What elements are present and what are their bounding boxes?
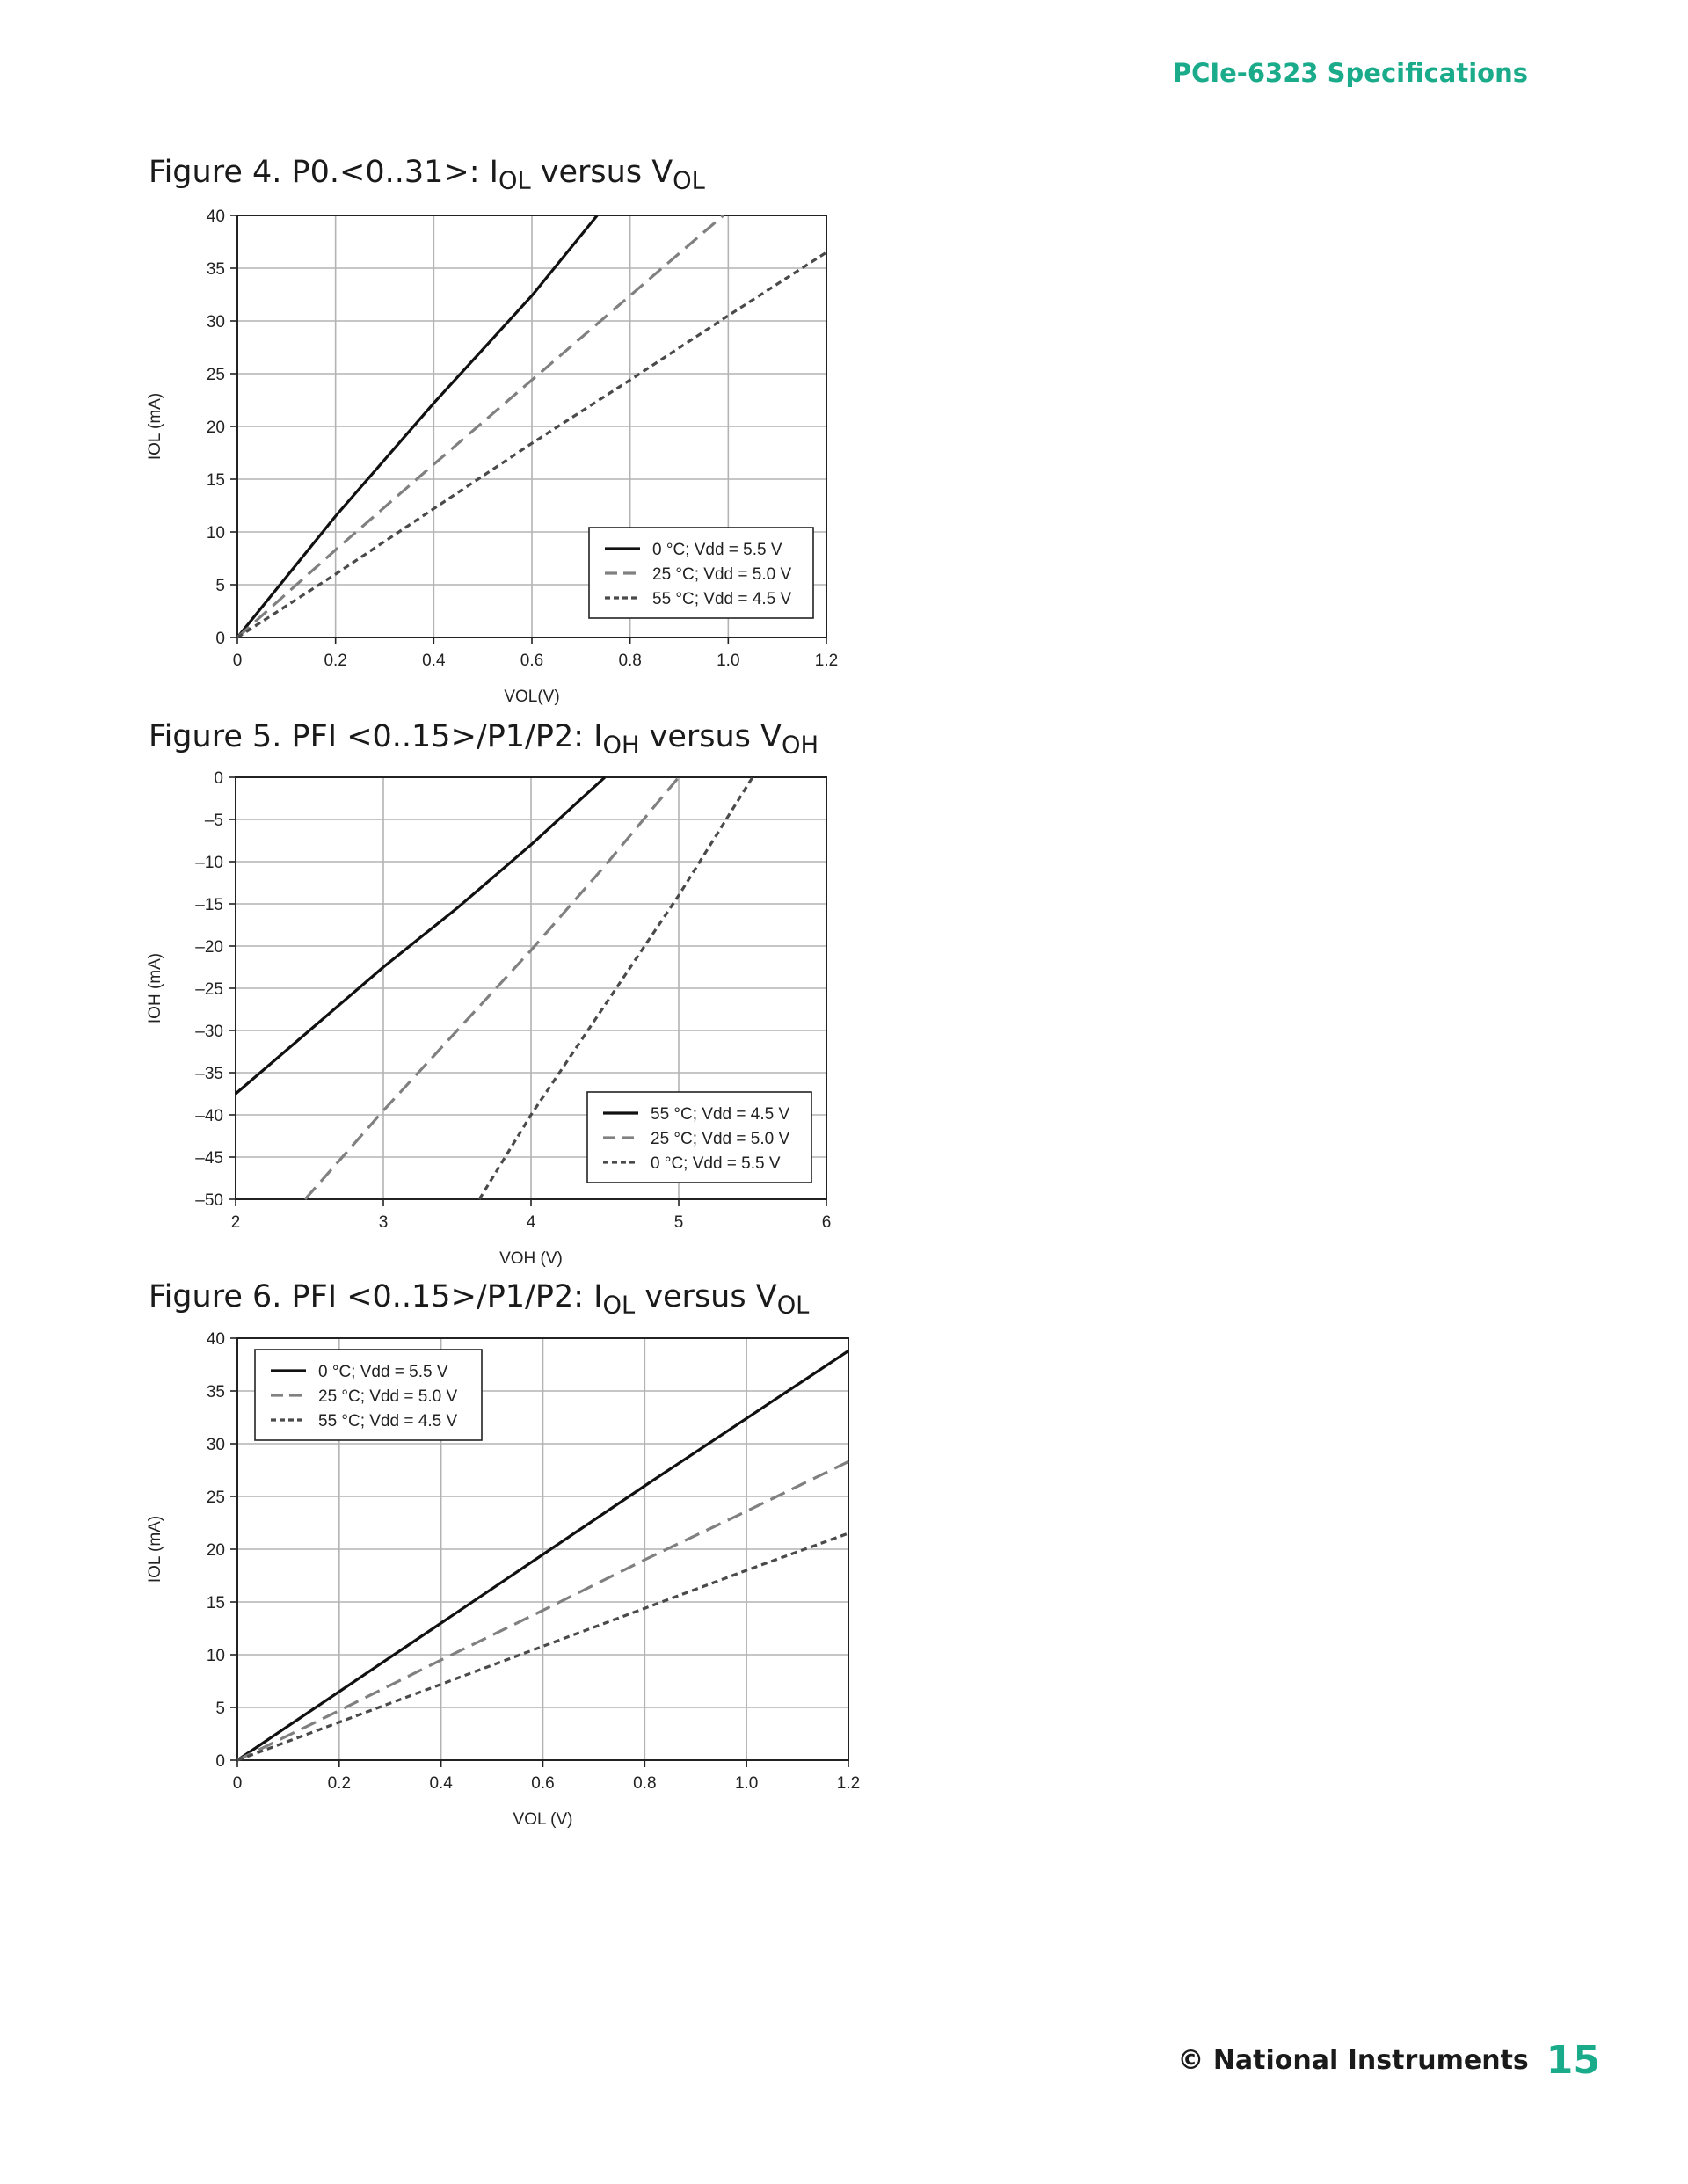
- y-tick-label: 5: [215, 1700, 225, 1718]
- y-tick-label: –30: [195, 1023, 223, 1041]
- y-tick-label: 15: [206, 471, 225, 490]
- figure-title-quantity: I: [593, 1279, 603, 1314]
- figure-title-subscript: OH: [602, 732, 640, 760]
- figure-title-subscript: OL: [498, 167, 531, 195]
- chart-legend: [255, 1350, 482, 1440]
- legend-entry: 0 °C; Vdd = 5.5 V: [318, 1363, 448, 1381]
- x-axis-label: VOH (V): [499, 1249, 563, 1268]
- y-tick-label: 0: [215, 1752, 225, 1771]
- figure-5-chart: [132, 767, 862, 1277]
- figure-6-title: [149, 1279, 810, 1320]
- chart-legend: [589, 528, 813, 618]
- document-footer: [1177, 2038, 1600, 2083]
- legend-entry: 25 °C; Vdd = 5.0 V: [652, 565, 792, 584]
- x-tick-label: 2: [230, 1213, 241, 1232]
- figure-title-subscript: OL: [776, 1292, 810, 1320]
- figure-title-prefix: Figure 5. PFI <0..15>/P1/P2:: [149, 719, 594, 754]
- legend-entry: 55 °C; Vdd = 4.5 V: [318, 1412, 458, 1431]
- y-tick-label: –50: [195, 1191, 223, 1210]
- figure-title-quantity: V: [760, 719, 782, 754]
- y-tick-label: 0: [214, 769, 223, 788]
- y-tick-label: 40: [206, 207, 225, 226]
- y-tick-label: –20: [195, 938, 223, 957]
- y-axis-label: IOL (mA): [146, 1515, 164, 1583]
- legend-entry: 0 °C; Vdd = 5.5 V: [651, 1154, 781, 1173]
- y-axis-label: IOL (mA): [146, 392, 164, 461]
- x-tick-label: 0.2: [324, 652, 347, 670]
- y-tick-label: 35: [206, 1383, 225, 1401]
- legend-entry: 25 °C; Vdd = 5.0 V: [651, 1130, 790, 1148]
- y-tick-label: 40: [206, 1330, 225, 1349]
- y-tick-label: 25: [206, 366, 225, 384]
- x-tick-label: 0.8: [618, 652, 642, 670]
- y-tick-label: 30: [206, 1436, 225, 1454]
- x-tick-label: 5: [673, 1213, 684, 1232]
- x-tick-label: 1.0: [717, 652, 740, 670]
- figure-5-title: [149, 719, 819, 760]
- y-tick-label: 10: [206, 1647, 225, 1665]
- figure-4-chart: [132, 202, 862, 712]
- x-tick-label: 3: [378, 1213, 389, 1232]
- figure-title-prefix: Figure 6. PFI <0..15>/P1/P2:: [149, 1279, 594, 1314]
- figure-title-quantity: I: [489, 155, 498, 190]
- y-tick-label: 35: [206, 260, 225, 279]
- y-tick-label: 10: [206, 524, 225, 542]
- series-line-1: [236, 777, 605, 1094]
- x-axis-label: VOL (V): [513, 1810, 573, 1829]
- y-tick-label: 0: [215, 630, 225, 648]
- figure-title-subscript: OL: [673, 167, 705, 195]
- y-tick-label: –45: [195, 1149, 223, 1168]
- x-tick-label: 1.0: [734, 1774, 759, 1793]
- x-tick-label: 0.4: [429, 1774, 453, 1793]
- figure-title-subscript: OL: [602, 1292, 636, 1320]
- figure-title-quantity: I: [593, 719, 603, 754]
- y-tick-label: –15: [195, 896, 223, 914]
- page-number: 15: [1546, 2038, 1600, 2083]
- x-tick-label: 0.4: [422, 652, 446, 670]
- x-tick-label: 0.6: [531, 1774, 555, 1793]
- figure-title-quantity: V: [651, 155, 673, 190]
- y-tick-label: –5: [204, 812, 223, 830]
- y-tick-label: 20: [206, 1541, 225, 1560]
- figure-title-versus: versus: [635, 1279, 756, 1314]
- y-tick-label: –35: [195, 1065, 223, 1083]
- y-tick-label: 20: [206, 419, 225, 437]
- y-axis-label: IOH (mA): [146, 952, 164, 1024]
- y-tick-label: 5: [215, 577, 225, 595]
- x-tick-label: 6: [821, 1213, 832, 1232]
- footer-brand: © National Instruments: [1177, 2045, 1529, 2076]
- x-axis-label: VOL(V): [504, 688, 560, 706]
- x-tick-label: 1.2: [814, 652, 839, 670]
- figure-title-subscript: OH: [782, 732, 819, 760]
- figure-title-prefix: Figure 4. P0.<0..31>:: [149, 155, 490, 190]
- x-tick-label: 4: [526, 1213, 536, 1232]
- chart-legend: [587, 1092, 811, 1183]
- y-tick-label: 15: [206, 1594, 225, 1613]
- figure-6-chart: [132, 1325, 862, 1835]
- y-tick-label: –25: [195, 980, 223, 999]
- x-tick-label: 0: [232, 1774, 243, 1793]
- y-tick-label: –10: [195, 854, 223, 872]
- figure-title-quantity: V: [755, 1279, 777, 1314]
- figure-title-versus: versus: [530, 155, 652, 190]
- y-tick-label: –40: [195, 1107, 223, 1125]
- legend-entry: 55 °C; Vdd = 4.5 V: [651, 1105, 790, 1124]
- x-tick-label: 0.8: [633, 1774, 657, 1793]
- x-tick-label: 0.2: [327, 1774, 352, 1793]
- y-tick-label: 25: [206, 1489, 225, 1507]
- figure-title-versus: versus: [639, 719, 761, 754]
- x-tick-label: 1.2: [836, 1774, 861, 1793]
- legend-entry: 0 °C; Vdd = 5.5 V: [652, 541, 782, 559]
- legend-entry: 55 °C; Vdd = 4.5 V: [652, 590, 792, 608]
- figure-4-title: [149, 155, 705, 195]
- x-tick-label: 0: [232, 652, 243, 670]
- x-tick-label: 0.6: [520, 652, 544, 670]
- document-header: PCIe-6323 Specifications: [1172, 58, 1528, 88]
- legend-entry: 25 °C; Vdd = 5.0 V: [318, 1387, 458, 1406]
- y-tick-label: 30: [206, 313, 225, 331]
